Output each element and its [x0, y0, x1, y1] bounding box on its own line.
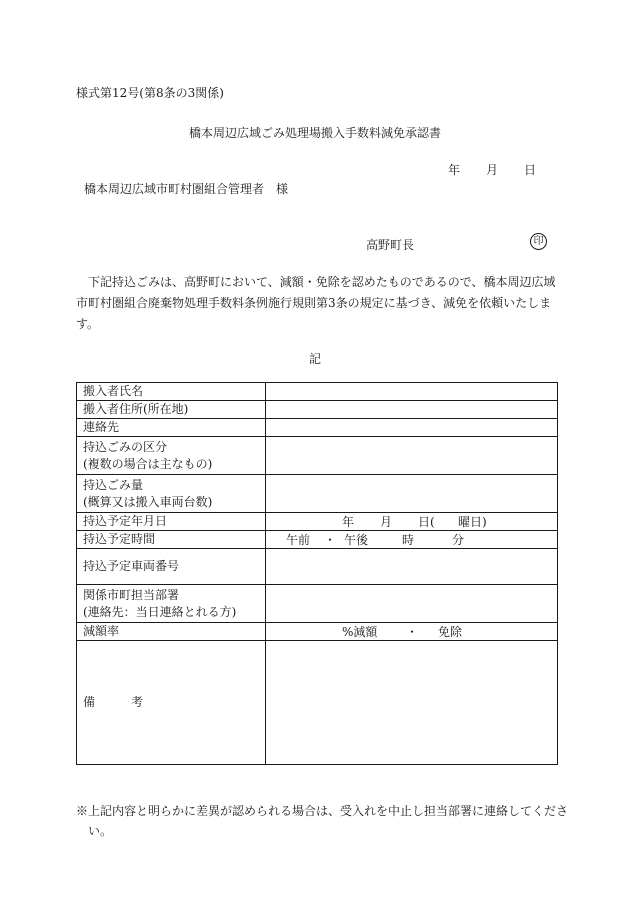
vehicle-number-field[interactable]	[266, 549, 558, 585]
body-paragraph: 下記持込ごみは、高野町において、減額・免除を認めたものであるので、橋本周辺広域市町村圏組合廃棄物処理手数料条例施行規則第3条の規定に基づき、減免を依頼いたします。	[76, 275, 556, 331]
row-label-line: 持込ごみ量	[83, 477, 144, 492]
time-separator: ・	[324, 533, 337, 547]
time-hour-text: 時	[402, 533, 415, 547]
document-title: 橋本周辺広域ごみ処理場搬入手数料減免承認書	[188, 126, 441, 140]
date-month-text: 月	[380, 515, 393, 529]
time-pm-text: 午後	[344, 533, 369, 547]
row-label-line: 関係市町担当部署	[83, 587, 180, 602]
table-row	[77, 549, 558, 585]
waste-category-field[interactable]	[266, 437, 558, 475]
table-row	[77, 437, 558, 475]
rate-reduction-text: %減額	[342, 625, 378, 639]
date-month: 月	[486, 163, 499, 177]
row-label: 連絡先	[77, 419, 266, 437]
ki-heading: 記	[308, 352, 321, 366]
issuer-name: 高野町長	[366, 238, 415, 252]
date-day: 日	[524, 163, 537, 177]
row-label-line: (複数の場合は主なもの)	[83, 456, 213, 471]
seal-mark: 印	[530, 233, 547, 250]
rate-exempt-text: 免除	[438, 625, 463, 639]
contact-field[interactable]	[266, 419, 558, 437]
footnote: ※上記内容と明らかに差異が認められる場合は、受入れを中止し担当部署に連絡してください。	[76, 804, 569, 838]
date-line	[448, 161, 536, 178]
row-label: 搬入者氏名	[77, 383, 266, 401]
table-row	[77, 585, 558, 623]
table-row	[77, 531, 558, 549]
row-label: 搬入者住所(所在地)	[77, 401, 266, 419]
table-row	[77, 401, 558, 419]
date-day-text: 日(	[418, 515, 435, 529]
table-row	[77, 419, 558, 437]
date-year-text: 年	[342, 515, 355, 529]
row-label: 備 考	[77, 641, 266, 765]
table-row	[77, 383, 558, 401]
row-label	[77, 585, 266, 623]
table-row	[77, 513, 558, 531]
date-year: 年	[448, 163, 461, 177]
row-label-line: (概算又は搬入車両台数)	[83, 494, 213, 509]
remarks-field[interactable]	[266, 641, 558, 765]
carrier-address-field[interactable]	[266, 401, 558, 419]
row-label: 減額率	[77, 623, 266, 641]
planned-time-field[interactable]	[266, 531, 558, 549]
time-am-text: 午前	[286, 533, 311, 547]
row-label: 持込予定車両番号	[77, 549, 266, 585]
row-label	[77, 437, 266, 475]
waste-amount-field[interactable]	[266, 475, 558, 513]
form-number: 様式第12号(第8条の3関係)	[76, 86, 224, 100]
planned-date-field[interactable]	[266, 513, 558, 531]
addressee: 橋本周辺広域市町村圏組合管理者 様	[84, 182, 289, 196]
row-label	[77, 475, 266, 513]
department-field[interactable]	[266, 585, 558, 623]
time-minute-text: 分	[452, 533, 465, 547]
carrier-name-field[interactable]	[266, 383, 558, 401]
table-row	[77, 475, 558, 513]
table-row	[77, 623, 558, 641]
row-label-line: (連絡先：当日連絡とれる方)	[83, 604, 237, 619]
table-row	[77, 641, 558, 765]
date-weekday-text: 曜日)	[458, 515, 487, 529]
form-table	[76, 382, 558, 765]
row-label: 持込予定時間	[77, 531, 266, 549]
reduction-rate-field[interactable]	[266, 623, 558, 641]
rate-separator: ・	[406, 625, 419, 639]
row-label: 持込予定年月日	[77, 513, 266, 531]
row-label-line: 持込ごみの区分	[83, 439, 168, 454]
